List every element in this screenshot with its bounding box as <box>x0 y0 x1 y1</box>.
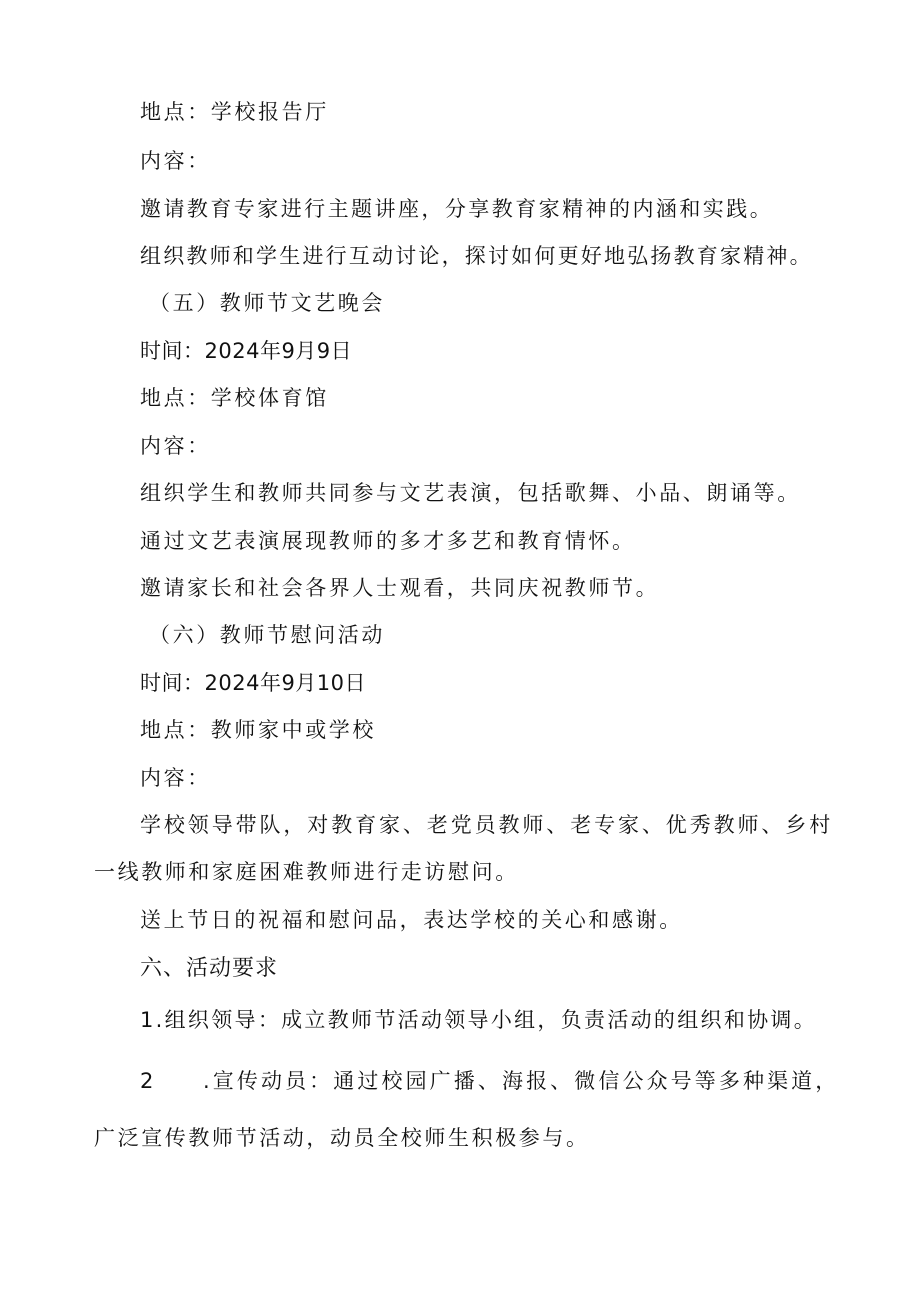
section-title-requirements: 六、活动要求 <box>140 956 279 981</box>
visit-item-1-line-2: 一线教师和家庭困难教师进行走访慰问。 <box>94 860 519 884</box>
section-heading-5: （五）教师节文艺晚会 <box>149 291 385 315</box>
visit-item-1-line-1: 学校领导带队，对教育家、老党员教师、老专家、优秀教师、乡村 <box>140 813 834 837</box>
content-label: 内容： <box>140 766 211 790</box>
venue-gala: 地点：学校体育馆 <box>140 386 329 410</box>
requirement-2-line-1: .宣传动员：通过校园广播、海报、微信公众号等多种渠道， <box>203 1069 840 1093</box>
lecture-item-2: 组织教师和学生进行互动讨论，探讨如何更好地弘扬教育家精神。 <box>140 244 813 268</box>
requirement-2-line-2: 广泛宣传教师节活动，动员全校师生积极参与。 <box>94 1126 590 1150</box>
lecture-item-1: 邀请教育专家进行主题讲座，分享教育家精神的内涵和实践。 <box>140 197 774 221</box>
time-visit: 时间：2024年9月10日 <box>140 671 367 695</box>
visit-item-2: 送上节日的祝福和慰问品，表达学校的关心和感谢。 <box>140 908 683 932</box>
gala-item-2: 通过文艺表演展现教师的多才多艺和教育情怀。 <box>140 529 636 553</box>
content-label: 内容： <box>140 149 211 173</box>
time-gala: 时间：2024年9月9日 <box>140 339 353 363</box>
content-label: 内容： <box>140 434 211 458</box>
venue-visit: 地点：教师家中或学校 <box>140 718 376 742</box>
requirement-2-number: 2 <box>140 1069 156 1093</box>
section-heading-6: （六）教师节慰问活动 <box>149 623 385 647</box>
venue-lecture: 地点：学校报告厅 <box>140 100 329 124</box>
gala-item-1: 组织学生和教师共同参与文艺表演，包括歌舞、小品、朗诵等。 <box>140 481 801 505</box>
gala-item-3: 邀请家长和社会各界人士观看，共同庆祝教师节。 <box>140 576 660 600</box>
requirement-1: 1.组织领导：成立教师节活动领导小组，负责活动的组织和协调。 <box>140 1008 818 1032</box>
